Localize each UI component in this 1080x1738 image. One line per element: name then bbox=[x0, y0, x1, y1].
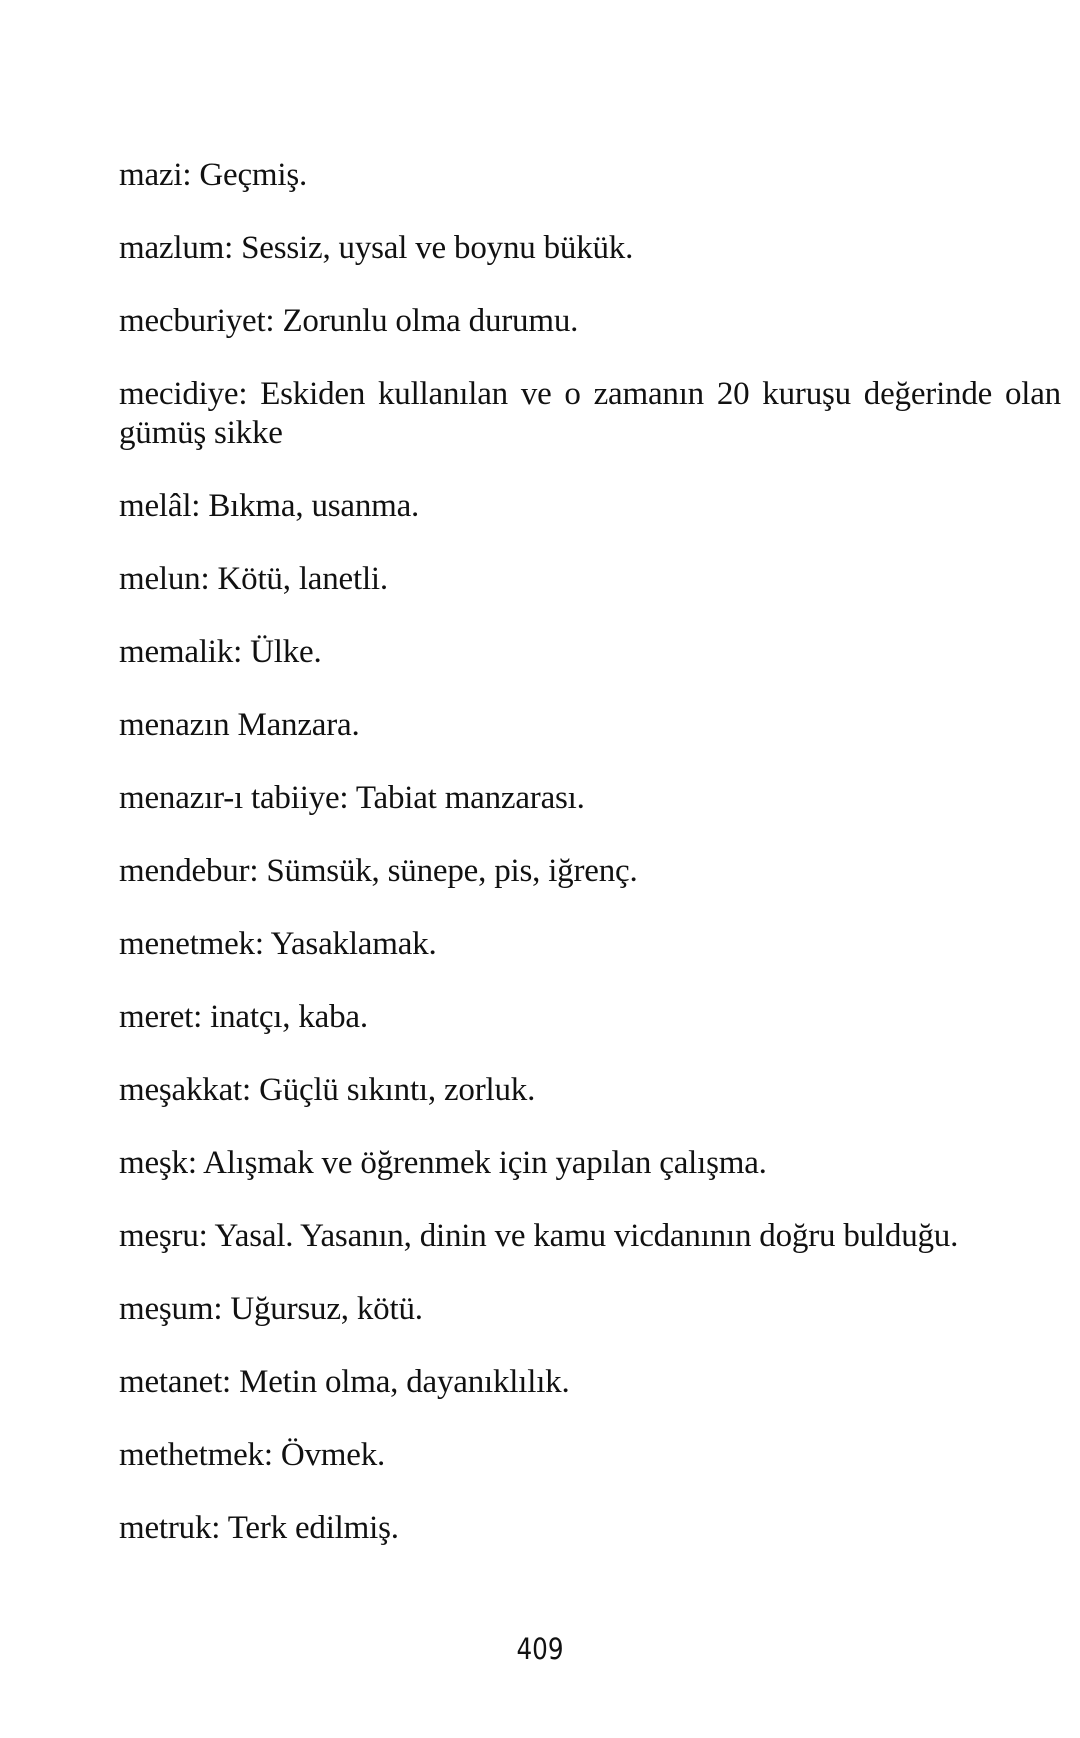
glossary-entry bbox=[119, 487, 1061, 526]
entry-definition: Eskiden kullanılan ve o zamanın 20 kuruşu değerinde olan gümüş sikke bbox=[119, 376, 1061, 451]
glossary-entry bbox=[119, 706, 1061, 745]
entry-definition: Yasaklamak. bbox=[270, 926, 437, 962]
entry-definition: Kötü, lanetli. bbox=[217, 561, 388, 597]
entry-definition: Övmek. bbox=[280, 1437, 386, 1473]
entry-definition: Uğursuz, kötü. bbox=[230, 1291, 423, 1327]
entry-definition: Yasal. Yasanın, dinin ve kamu vicdanının doğru bulduğu. bbox=[214, 1218, 959, 1254]
entry-term: melun: bbox=[119, 561, 210, 597]
entry-term: menazın bbox=[119, 707, 230, 743]
entry-definition: Zorunlu olma durumu. bbox=[282, 303, 579, 339]
glossary-entry bbox=[119, 302, 1061, 341]
glossary-entry bbox=[119, 156, 1061, 195]
glossary-entry bbox=[119, 633, 1061, 672]
entry-term: menetmek: bbox=[119, 926, 264, 962]
entry-term: melâl: bbox=[119, 488, 201, 524]
entry-definition: Ülke. bbox=[250, 634, 322, 670]
glossary-entry bbox=[119, 375, 1061, 453]
entry-term: meşum: bbox=[119, 1291, 223, 1327]
entry-definition: Alışmak ve öğrenmek için yapılan çalışma. bbox=[203, 1145, 767, 1181]
page-number: 409 bbox=[516, 1632, 564, 1666]
entry-term: meret: bbox=[119, 999, 203, 1035]
glossary-entry bbox=[119, 560, 1061, 599]
entry-definition: Güçlü sıkıntı, zorluk. bbox=[259, 1072, 536, 1108]
entry-term: methetmek: bbox=[119, 1437, 273, 1473]
glossary-entry bbox=[119, 229, 1061, 268]
glossary-list bbox=[119, 156, 1061, 1582]
entry-term: meşru: bbox=[119, 1218, 208, 1254]
entry-definition: inatçı, kaba. bbox=[210, 999, 368, 1035]
entry-term: mazi: bbox=[119, 157, 192, 193]
entry-term: mecidiye: bbox=[119, 376, 248, 412]
entry-term: menazır-ı tabiiye: bbox=[119, 780, 349, 816]
entry-definition: Bıkma, usanma. bbox=[208, 488, 420, 524]
entry-term: metruk: bbox=[119, 1510, 221, 1546]
glossary-entry bbox=[119, 1290, 1061, 1329]
glossary-entry bbox=[119, 779, 1061, 818]
entry-definition: Terk edilmiş. bbox=[227, 1510, 399, 1546]
entry-definition: Sümsük, sünepe, pis, iğrenç. bbox=[266, 853, 638, 889]
entry-term: mazlum: bbox=[119, 230, 234, 266]
glossary-entry bbox=[119, 1071, 1061, 1110]
entry-definition: Manzara. bbox=[237, 707, 360, 743]
entry-term: mendebur: bbox=[119, 853, 259, 889]
glossary-entry bbox=[119, 925, 1061, 964]
glossary-entry bbox=[119, 998, 1061, 1037]
glossary-entry bbox=[119, 1363, 1061, 1402]
entry-definition: Tabiat manzarası. bbox=[355, 780, 585, 816]
entry-term: meşakkat: bbox=[119, 1072, 251, 1108]
glossary-entry bbox=[119, 1509, 1061, 1548]
entry-term: memalik: bbox=[119, 634, 243, 670]
entry-term: mecburiyet: bbox=[119, 303, 275, 339]
glossary-entry bbox=[119, 1144, 1061, 1183]
glossary-entry bbox=[119, 1217, 1061, 1256]
entry-term: metanet: bbox=[119, 1364, 232, 1400]
glossary-entry bbox=[119, 852, 1061, 891]
entry-definition: Sessiz, uysal ve boynu bükük. bbox=[241, 230, 634, 266]
entry-definition: Metin olma, dayanıklılık. bbox=[239, 1364, 570, 1400]
glossary-entry bbox=[119, 1436, 1061, 1475]
entry-definition: Geçmiş. bbox=[199, 157, 308, 193]
entry-term: meşk: bbox=[119, 1145, 197, 1181]
